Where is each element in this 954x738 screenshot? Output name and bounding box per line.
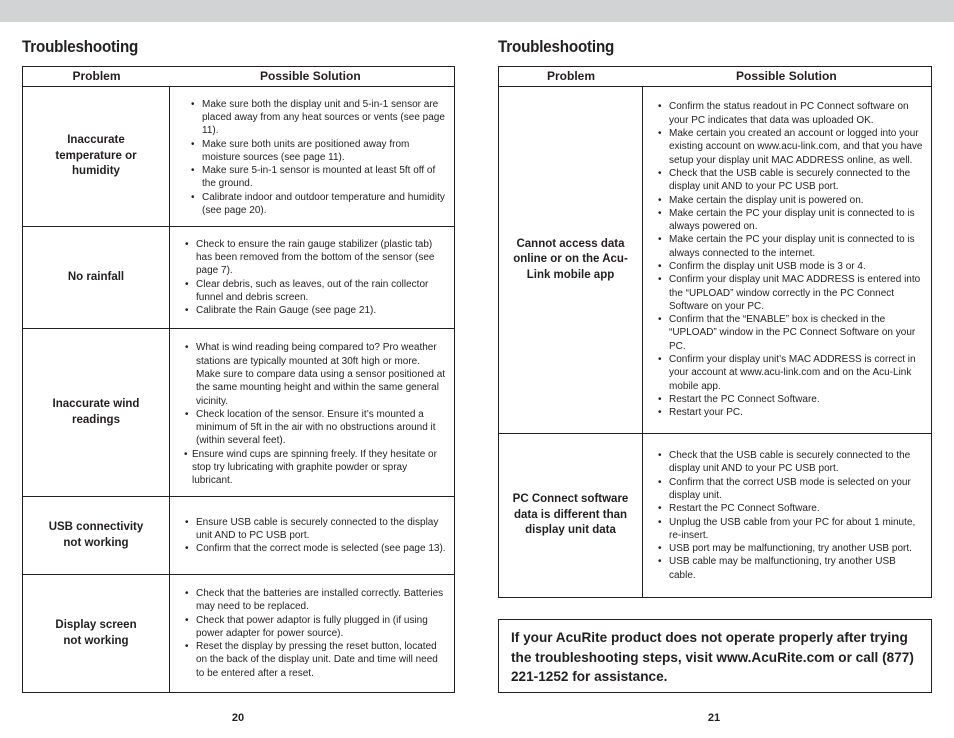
solution-list	[184, 341, 446, 487]
solution-item: • USB cable may be malfunctioning, try another USB cable.	[657, 555, 921, 582]
solution-item: • Check that the batteries are installed correctly. Batteries may need to be replaced.	[184, 587, 446, 614]
solution-list	[184, 587, 446, 680]
solution-item: • Unplug the USB cable from your PC for about 1 minute, re-insert.	[657, 516, 921, 543]
solution-item: • Make certain the display unit is powered on.	[657, 194, 925, 207]
solution-cell	[170, 227, 454, 328]
solution-item: • Confirm the display unit USB mode is 3 or 4.	[657, 260, 925, 273]
solution-item: • Check that the USB cable is securely connected to the display unit AND to your PC USB port.	[657, 167, 925, 194]
solution-item: • Make certain the PC your display unit is connected to is always powered on.	[657, 207, 925, 234]
solution-item: • Ensure USB cable is securely connected to the display unit AND to PC USB port.	[184, 516, 446, 543]
table-row	[23, 227, 454, 329]
solution-item: • Confirm your display unit’s MAC ADDRESS is correct in your account at www.acu-link.com and on the Acu-Link mobile app.	[657, 353, 925, 393]
table-header	[499, 67, 931, 87]
troubleshooting-table	[498, 66, 932, 598]
solution-cell	[643, 434, 931, 597]
problem-column-header: Problem	[72, 69, 121, 83]
troubleshooting-table	[22, 66, 455, 693]
solution-item: • Restart your PC.	[657, 406, 925, 419]
solution-column-header: Possible Solution	[260, 69, 361, 83]
solution-item: • Check that the USB cable is securely connected to the display unit AND to your PC USB port.	[657, 449, 921, 476]
solution-item: • Confirm that the correct mode is selected (see page 13).	[184, 542, 446, 555]
solution-item: • USB port may be malfunctioning, try another USB port.	[657, 542, 921, 555]
page-title: Troubleshooting	[498, 38, 615, 56]
solution-item: • Confirm your display unit MAC ADDRESS is entered into the “UPLOAD” window correctly in the PC Connect Software on your PC.	[657, 273, 925, 313]
solution-cell	[170, 575, 454, 692]
solution-list	[657, 100, 925, 419]
solution-item: • Reset the display by pressing the reset button, located on the back of the display unit. Date and time will need to be entered after a reset.	[184, 640, 446, 680]
page-number: 21	[707, 712, 721, 724]
solution-item: • Ensure wind cups are spinning freely. If they hesitate or stop try lubricating with graphite powder or spray lubricant.	[184, 448, 446, 488]
problem-cell: Inaccurate temperature or humidity	[23, 87, 170, 226]
solution-item: • Make sure both units are positioned away from moisture sources (see page 11).	[190, 138, 446, 165]
table-header	[23, 67, 454, 87]
solution-item: • Check that power adaptor is fully plugged in (if using power adapter for power source).	[184, 614, 446, 641]
problem-cell: Cannot access data online or on the Acu-Link mobile app	[499, 87, 643, 433]
solution-item: • Make certain the PC your display unit is connected to is always connected to the internet.	[657, 233, 925, 260]
solution-cell	[170, 329, 454, 496]
problem-cell: PC Connect software data is different than display unit data	[499, 434, 643, 597]
solution-cell	[170, 87, 454, 226]
solution-item: • Confirm that the “ENABLE” box is checked in the “UPLOAD” window in the PC Connect Software on your PC.	[657, 313, 925, 353]
solution-item: • Make certain you created an account or logged into your existing account on www.acu-link.com, and that you have setup your display unit MAC ADDRESS online, as well.	[657, 127, 925, 167]
table-row	[23, 497, 454, 575]
solution-list	[657, 449, 921, 582]
solution-cell	[170, 497, 454, 574]
solution-item: • Make sure both the display unit and 5-in-1 sensor are placed away from any heat sources or vents (see page 11).	[190, 98, 446, 138]
support-notice: If your AcuRite product does not operate properly after trying the troubleshooting steps, visit www.AcuRite.com or call (877) 221-1252 for assistance.	[498, 619, 932, 693]
solution-item: • What is wind reading being compared to? Pro weather stations are typically mounted at 30ft high or more. Make sure to compare data using a sensor positioned at the same mounting height and within the same general vicinity.	[184, 341, 446, 407]
problem-cell: USB connectivity not working	[23, 497, 170, 574]
right-page	[498, 38, 932, 684]
table-row	[499, 434, 931, 597]
page-title: Troubleshooting	[22, 38, 139, 56]
table-row	[23, 575, 454, 692]
problem-column-header: Problem	[546, 69, 595, 83]
table-row	[499, 87, 931, 434]
solution-item: • Calibrate indoor and outdoor temperature and humidity (see page 20).	[190, 191, 446, 218]
problem-cell: No rainfall	[23, 227, 170, 328]
solution-item: • Check to ensure the rain gauge stabilizer (plastic tab) has been removed from the bottom of the sensor (see page 7).	[184, 238, 446, 278]
page-number: 20	[231, 712, 245, 724]
solution-list	[184, 516, 446, 556]
solution-item: • Calibrate the Rain Gauge (see page 21).	[184, 304, 446, 317]
top-bar	[0, 0, 954, 22]
table-row	[23, 329, 454, 497]
solution-item: • Confirm the status readout in PC Connect software on your PC indicates that data was uploaded OK.	[657, 100, 925, 127]
solution-item: • Make sure 5-in-1 sensor is mounted at least 5ft off of the ground.	[190, 164, 446, 191]
solution-column-header: Possible Solution	[736, 69, 837, 83]
solution-list	[190, 98, 446, 218]
solution-item: • Confirm that the correct USB mode is selected on your display unit.	[657, 476, 921, 503]
table-row	[23, 87, 454, 227]
solution-item: • Clear debris, such as leaves, out of the rain collector funnel and debris screen.	[184, 278, 446, 305]
solution-item: • Restart the PC Connect Software.	[657, 393, 925, 406]
solution-item: • Restart the PC Connect Software.	[657, 502, 921, 515]
problem-cell: Inaccurate wind readings	[23, 329, 170, 496]
problem-cell: Display screen not working	[23, 575, 170, 692]
solution-list	[184, 238, 446, 318]
left-page	[22, 38, 455, 679]
solution-cell	[643, 87, 931, 433]
solution-item: • Check location of the sensor. Ensure it’s mounted a minimum of 5ft in the air with no obstructions around it (within several feet).	[184, 408, 446, 448]
